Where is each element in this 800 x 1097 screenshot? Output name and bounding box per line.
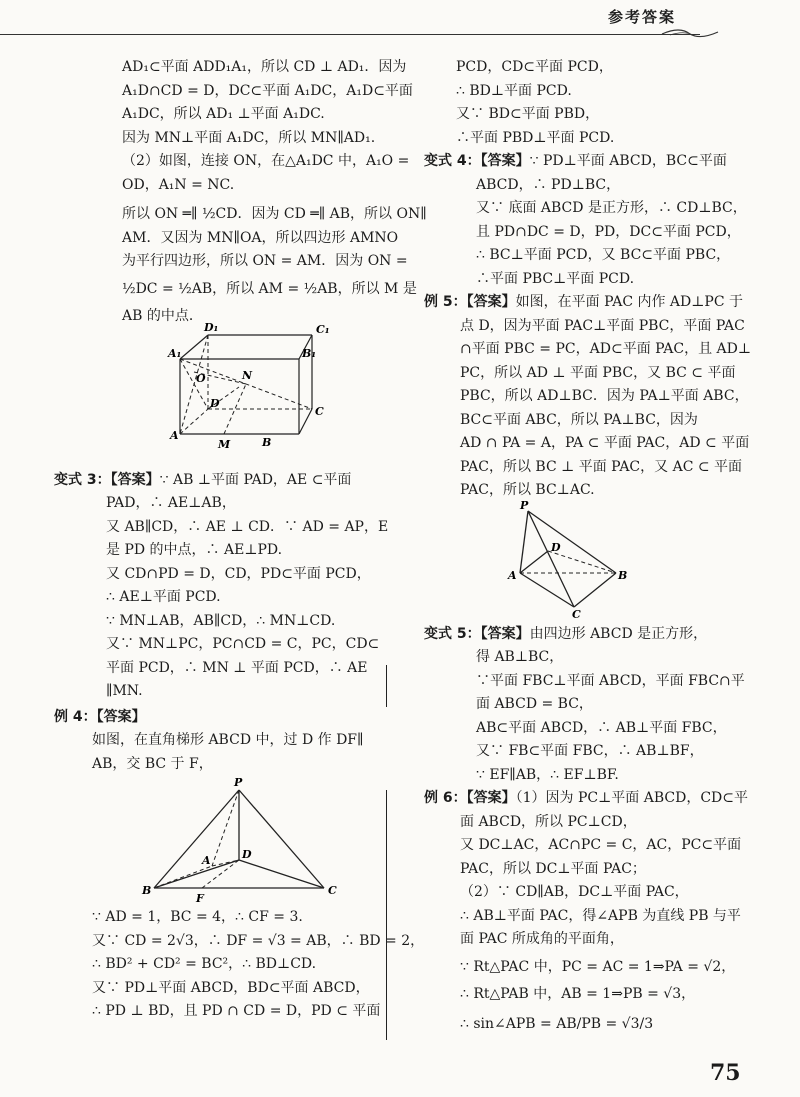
text-line: 由四边形 ABCD 是正方形，: [529, 625, 708, 642]
text-line: PAC，所以 DC⊥平面 PAC；: [460, 860, 646, 877]
text-line: 且 PD∩DC = D，PD，DC⊂平面 PCD，: [476, 223, 741, 240]
pyramid-label: B: [142, 884, 152, 897]
page-header-title: 参考答案: [608, 8, 677, 26]
text-line: 又∵ BD⊂平面 PBD，: [456, 106, 600, 122]
text-line: ∴ sin∠APB = AB/PB = √3/3: [460, 1015, 654, 1032]
cube-label: A₁: [168, 346, 182, 360]
cube-label: A: [170, 428, 179, 442]
text-line: 如图，在平面 PAC 内作 AD⊥PC 于: [515, 294, 744, 310]
text-line: ∴ AB⊥平面 PAC，得∠APB 为直线 PB 与平: [460, 907, 741, 924]
text-line: ∴ BD⊥平面 PCD.: [456, 82, 572, 99]
tetra-label: A: [508, 568, 517, 582]
cube-label: D₁: [204, 320, 219, 334]
text-line: AD ∩ PA = A，PA ⊂ 平面 PAC，AD ⊂ 平面: [460, 435, 750, 451]
variant-4: [424, 150, 747, 291]
text-line: PCD，CD⊂平面 PCD，: [456, 59, 613, 75]
text-line: ∴ Rt△PAB 中，AB = 1⇒PB = √3，: [460, 986, 696, 1002]
text-line: 又 CD∩PD = D，CD，PD⊂平面 PCD，: [106, 565, 371, 582]
text-line: PBC，所以 AD⊥BC．因为 PA⊥平面 ABC，: [460, 388, 749, 404]
text-line: 平面 PCD，∴ MN ⊥ 平面 PCD，∴ AE: [106, 659, 368, 676]
header-ornament-icon: [660, 26, 720, 40]
text-line: ∵ Rt△PAC 中，PC = AC = 1⇒PA = √2，: [460, 958, 736, 975]
variant-3: [54, 469, 404, 704]
example-6: [424, 787, 748, 1036]
example-4-end: [424, 56, 744, 150]
page-number: 75: [710, 1060, 741, 1086]
text-line: ∴ BC⊥平面 PCD，又 BC⊂平面 PBC，: [476, 247, 731, 263]
pyramid-label: P: [234, 776, 243, 789]
text-line: ∵ EF∥AB，∴ EF⊥BF.: [476, 766, 619, 783]
pyramid-label: C: [328, 884, 337, 897]
text-line: ∴ PD ⊥ BD，且 PD ∩ CD = D，PD ⊂ 平面: [92, 1003, 381, 1019]
text-line: PAC，所以 BC ⊥ 平面 PAC，又 AC ⊂ 平面: [460, 458, 743, 475]
text-line: 又∵ FB⊂平面 FBC，∴ AB⊥BF，: [476, 743, 704, 759]
text-line: 又∵ MN⊥PC，PC∩CD = C，PC，CD⊂: [106, 636, 380, 652]
text-line: （2）∵ CD∥AB，DC⊥平面 PAC，: [460, 884, 689, 900]
example-5: [424, 291, 752, 503]
text-line: ∵ PD⊥平面 ABCD，BC⊂平面: [529, 153, 727, 169]
text-line: 为平行四边形，所以 ON = AM．因为 ON =: [122, 253, 408, 269]
text-line: 又 AB∥CD，∴ AE ⊥ CD．∵ AD = AP，E: [106, 518, 389, 535]
text-line: ∴ BD² + CD² = BC²，∴ BD⊥CD.: [92, 956, 317, 972]
pyramid-label: D: [242, 848, 252, 861]
cube-label: M: [218, 437, 231, 451]
text-line: 又 DC⊥AC，AC∩PC = C，AC，PC⊂平面: [460, 837, 742, 853]
variant-3-label: 变式 3：【答案】: [54, 471, 160, 488]
tetrahedron-figure: [424, 498, 744, 621]
text-line: AM．又因为 MN∥OA，所以四边形 AMNO: [122, 229, 399, 246]
text-line: 面 ABCD，所以 PC⊥CD，: [460, 813, 637, 830]
tetra-label: D: [551, 540, 561, 554]
text-line: ∥MN.: [106, 683, 143, 699]
text-line: ½DC = ½AB，所以 AM = ½AB，所以 M 是: [122, 280, 417, 297]
example-4-label: 例 4：【答案】: [54, 708, 146, 725]
text-line: ABCD，∴ PD⊥BC，: [476, 176, 621, 193]
cube-label: D: [210, 396, 220, 410]
right-column: [424, 56, 752, 1036]
text-line: AD₁⊂平面 ADD₁A₁，所以 CD ⊥ AD₁．因为: [122, 59, 407, 75]
text-line: ∵ AD = 1，BC = 4，∴ CF = 3.: [92, 909, 303, 925]
example-5-label: 例 5：【答案】: [424, 294, 516, 310]
cube-label: O: [196, 371, 206, 385]
text-line: 又∵ 底面 ABCD 是正方形，∴ CD⊥BC，: [476, 200, 747, 216]
variant-5-label: 变式 5：【答案】: [424, 625, 530, 642]
margin-bar: [386, 665, 387, 707]
text-line: （1）因为 PC⊥平面 ABCD，CD⊂平: [515, 790, 748, 806]
tetra-label: C: [572, 607, 581, 621]
cube-label: B₁: [302, 346, 317, 360]
text-line: BC⊂平面 ABC，所以 PA⊥BC，因为: [460, 411, 698, 428]
variant-4-label: 变式 4：【答案】: [424, 153, 530, 169]
pyramid-label: A: [202, 854, 211, 867]
text-line: AB 的中点．: [122, 308, 203, 324]
text-line: 得 AB⊥BC，: [476, 649, 564, 665]
text-line: PAD，∴ AE⊥AB，: [106, 495, 236, 511]
text-line: ∴平面 PBD⊥平面 PCD.: [456, 129, 615, 146]
text-line: ∩平面 PBC = PC，AD⊂平面 PAC，且 AD⊥: [460, 341, 752, 357]
text-line: 面 ABCD = BC，: [476, 696, 593, 712]
variant-5: [424, 623, 744, 788]
text-line: PC，所以 AD ⊥ 平面 PBC，又 BC ⊂ 平面: [460, 364, 736, 381]
example-4: [54, 706, 404, 777]
text-line: 面 PAC 所成角的平面角，: [460, 931, 624, 947]
pyramid-figure: [84, 776, 404, 906]
left-column: [54, 56, 427, 1024]
example-4-continued: [92, 906, 425, 1024]
text-line: ∵ AB ⊥平面 PAD，AE ⊂平面: [159, 471, 352, 488]
cube-label: N: [242, 368, 253, 382]
text-line: OD，A₁N = NC.: [122, 176, 235, 193]
text-line: AB，交 BC 于 F，: [92, 755, 213, 772]
text-line: ∵平面 FBC⊥平面 ABCD，平面 FBC∩平: [476, 672, 745, 689]
text-line: ∴ AE⊥平面 PCD.: [106, 589, 221, 605]
cube-label: C: [315, 404, 324, 418]
example-6-label: 例 6：【答案】: [424, 790, 516, 806]
header-rule: [0, 34, 700, 35]
text-line: 又∵ PD⊥平面 ABCD，BD⊂平面 ABCD，: [92, 979, 370, 996]
solution-block-1: [84, 56, 427, 329]
text-line: 是 PD 的中点，∴ AE⊥PD.: [106, 542, 283, 558]
tetra-label: P: [520, 498, 529, 512]
text-line: ∴平面 PBC⊥平面 PCD.: [476, 270, 635, 287]
text-line: A₁DC，所以 AD₁ ⊥平面 A₁DC.: [122, 106, 325, 122]
pyramid-label: F: [196, 892, 204, 905]
text-line: 又∵ CD = 2√3，∴ DF = √3 = AB，∴ BD = 2，: [92, 932, 425, 949]
text-line: PAC，所以 BC⊥AC.: [460, 482, 595, 498]
text-line: AB⊂平面 ABCD，∴ AB⊥平面 FBC，: [476, 719, 727, 736]
cube-label: C₁: [316, 322, 330, 336]
text-line: A₁D∩CD = D，DC⊂平面 A₁DC，A₁D⊂平面: [122, 82, 413, 99]
text-line: 因为 MN⊥平面 A₁DC，所以 MN∥AD₁.: [122, 129, 376, 146]
text-line: 如图，在直角梯形 ABCD 中，过 D 作 DF∥: [92, 732, 364, 748]
tetra-label: B: [618, 568, 628, 582]
margin-bar: [386, 790, 387, 1040]
text-line: ∵ MN⊥AB，AB∥CD，∴ MN⊥CD.: [106, 612, 336, 629]
cube-figure: [84, 320, 404, 465]
cube-label: B: [262, 435, 272, 449]
text-line: （2）如图，连接 ON，在△A₁DC 中，A₁O =: [122, 153, 410, 169]
text-line: 点 D，因为平面 PAC⊥平面 PBC，平面 PAC: [460, 317, 745, 334]
text-line: 所以 ON ═∥ ½CD．因为 CD ═∥ AB，所以 ON∥: [122, 206, 427, 222]
